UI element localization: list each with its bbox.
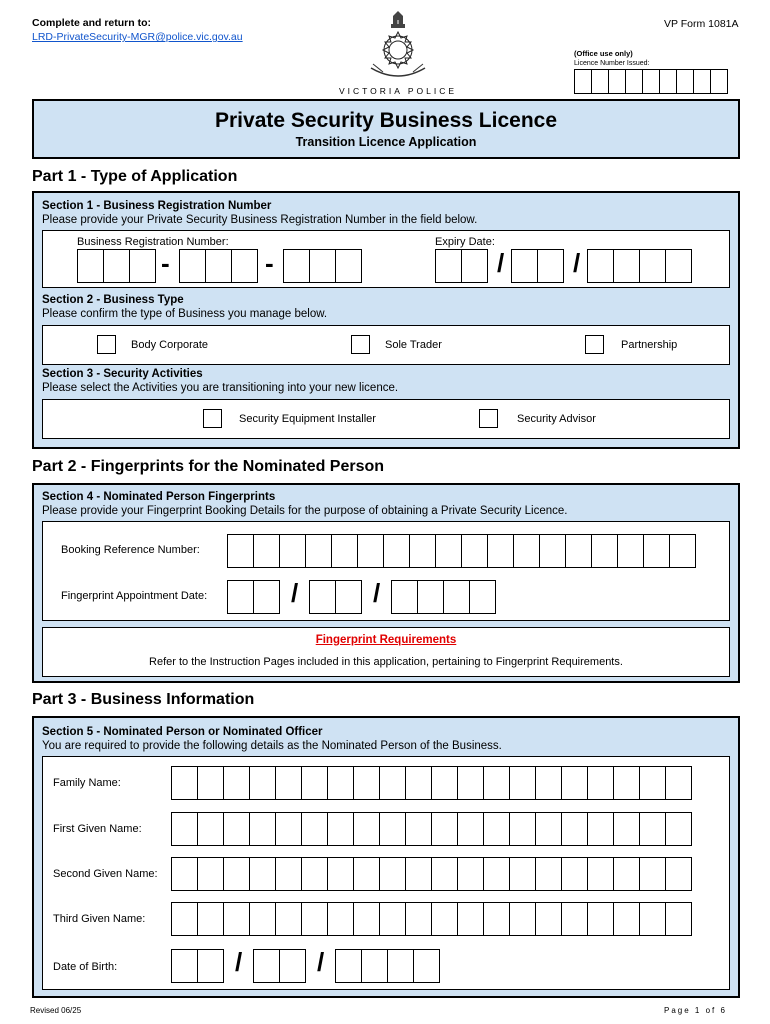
- section5-title: Section 5 - Nominated Person or Nominated Officer: [42, 726, 323, 738]
- expiry-slash-2: /: [573, 248, 581, 278]
- equipment-installer-label: Security Equipment Installer: [239, 413, 376, 425]
- requirements-title: Fingerprint Requirements: [315, 634, 457, 646]
- dob-day-field[interactable]: [171, 949, 224, 983]
- dob-slash-1: /: [235, 947, 243, 977]
- security-advisor-checkbox[interactable]: [479, 409, 498, 428]
- partnership-label: Partnership: [621, 339, 678, 351]
- page-subtitle: Transition Licence Application: [295, 135, 477, 149]
- logo-text: VICTORIA POLICE: [338, 86, 458, 96]
- appointment-month-field[interactable]: [309, 580, 362, 614]
- appointment-year-field[interactable]: [391, 580, 496, 614]
- person-details-box: [42, 756, 730, 990]
- expiry-month-field[interactable]: [511, 249, 564, 283]
- dob-year-field[interactable]: [335, 949, 440, 983]
- return-label: Complete and return to:: [32, 17, 152, 29]
- family-name-field[interactable]: [171, 766, 692, 800]
- sole-trader-checkbox[interactable]: [351, 335, 370, 354]
- office-use-label: (Office use only): [574, 49, 633, 58]
- section4-title: Section 4 - Nominated Person Fingerprints: [42, 491, 276, 503]
- brn-label: Business Registration Number:: [77, 236, 229, 248]
- brn-part2-field[interactable]: [179, 249, 258, 283]
- fingerprint-box: [42, 521, 730, 621]
- expiry-slash-1: /: [497, 248, 505, 278]
- part3-panel: [32, 716, 740, 998]
- part2-heading: Part 2 - Fingerprints for the Nominated Person: [32, 458, 385, 475]
- first-name-label: First Given Name:: [53, 823, 142, 835]
- third-name-label: Third Given Name:: [53, 913, 146, 925]
- return-email-link[interactable]: LRD-PrivateSecurity-MGR@police.vic.gov.au: [32, 31, 243, 43]
- brn-box: [42, 230, 730, 288]
- activities-box: [42, 399, 730, 439]
- appointment-slash-1: /: [291, 578, 299, 608]
- appointment-day-field[interactable]: [227, 580, 280, 614]
- family-name-label: Family Name:: [53, 777, 121, 789]
- part1-panel: [32, 191, 740, 449]
- section5-desc: You are required to provide the following details as the Nominated Person of the Business.: [42, 740, 502, 752]
- brn-part1-field[interactable]: [77, 249, 156, 283]
- part3-heading: Part 3 - Business Information: [32, 691, 255, 708]
- equipment-installer-checkbox[interactable]: [203, 409, 222, 428]
- expiry-day-field[interactable]: [435, 249, 488, 283]
- partnership-checkbox[interactable]: [585, 335, 604, 354]
- part1-heading: Part 1 - Type of Application: [32, 168, 238, 185]
- third-name-field[interactable]: [171, 902, 692, 936]
- body-corporate-checkbox[interactable]: [97, 335, 116, 354]
- section3-title: Section 3 - Security Activities: [42, 368, 203, 380]
- second-name-label: Second Given Name:: [53, 868, 158, 880]
- requirements-box: [42, 627, 730, 677]
- dob-slash-2: /: [317, 947, 325, 977]
- page-title: Private Security Business Licence: [215, 109, 557, 132]
- section4-desc: Please provide your Fingerprint Booking Details for the purpose of obtaining a Private Security Licence.: [42, 505, 568, 517]
- revised-date: Revised 06/25: [30, 1006, 82, 1015]
- booking-ref-field[interactable]: [227, 534, 696, 568]
- section2-desc: Please confirm the type of Business you manage below.: [42, 308, 328, 320]
- dob-label: Date of Birth:: [53, 961, 118, 973]
- page-number: Page 1 of 6: [664, 1006, 727, 1015]
- section3-desc: Please select the Activities you are transitioning into your new licence.: [42, 382, 399, 394]
- security-advisor-label: Security Advisor: [517, 413, 596, 425]
- expiry-label: Expiry Date:: [435, 236, 495, 248]
- appointment-date-label: Fingerprint Appointment Date:: [61, 590, 208, 602]
- expiry-year-field[interactable]: [587, 249, 692, 283]
- licence-number-boxes: [574, 69, 728, 94]
- requirements-text: Refer to the Instruction Pages included in this application, pertaining to Fingerprint Requirements.: [149, 656, 623, 668]
- section2-title: Section 2 - Business Type: [42, 294, 184, 306]
- form-id: VP Form 1081A: [664, 18, 739, 30]
- section1-desc: Please provide your Private Security Business Registration Number in the field below.: [42, 214, 478, 226]
- business-type-box: [42, 325, 730, 365]
- victoria-police-crest-icon: [363, 10, 433, 84]
- title-box: [32, 99, 740, 159]
- section1-title: Section 1 - Business Registration Number: [42, 200, 272, 212]
- body-corporate-label: Body Corporate: [131, 339, 209, 351]
- licence-issued-label: Licence Number Issued:: [574, 60, 650, 67]
- booking-ref-label: Booking Reference Number:: [61, 544, 200, 556]
- sole-trader-label: Sole Trader: [385, 339, 442, 351]
- part2-panel: [32, 483, 740, 683]
- brn-part3-field[interactable]: [283, 249, 362, 283]
- brn-dash-2: -: [265, 248, 274, 278]
- dob-month-field[interactable]: [253, 949, 306, 983]
- first-name-field[interactable]: [171, 812, 692, 846]
- brn-dash-1: -: [161, 248, 170, 278]
- second-name-field[interactable]: [171, 857, 692, 891]
- appointment-slash-2: /: [373, 578, 381, 608]
